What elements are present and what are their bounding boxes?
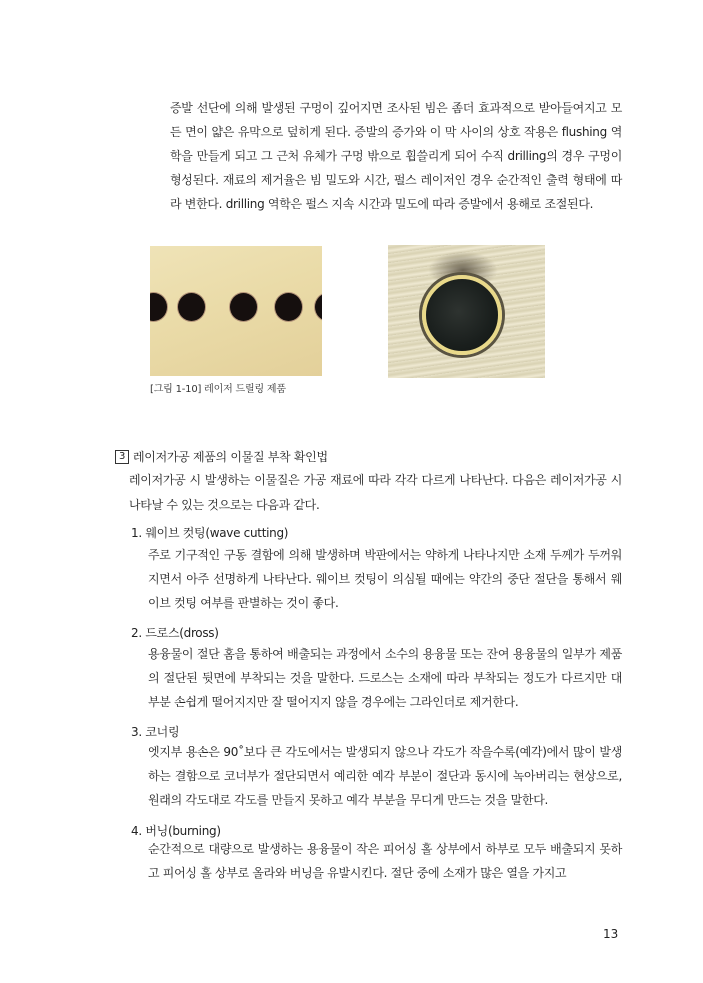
item-body-text: 용융물이 절단 홈을 통하여 배출되는 과정에서 소수의 용융물 또는 잔여 용융물의 일부가 제품의 절단된 뒷면에 부착되는 것을 말한다. 드로스는 소재에 따라 부착되는 정도가 다르지만 대부분 손쉽게 떨어지지만 잘 떨어지지 않을 경우에는 그라인더로 제거한다. — [148, 647, 622, 709]
item-body-text: 엣지부 용손은 90˚보다 큰 각도에서는 발생되지 않으나 각도가 작을수록(예각)에서 많이 발생하는 결함으로 코너부가 절단되면서 예리한 예각 부분이 절단과 동시에 녹아버리는 현상으로, 원래의 각도대로 각도를 만들지 못하고 예각 부분을 무디게 만드는 것을 말한다. — [148, 745, 622, 807]
item-body-text: 주로 기구적인 구동 결함에 의해 발생하며 박판에서는 약하게 나타나지만 소재 두께가 두꺼워지면서 아주 선명하게 나타난다. 웨이브 컷팅이 의심될 때에는 약간의 중단 절단을 통해서 웨이브 컷팅 여부를 판별하는 것이 좋다. — [148, 548, 622, 610]
drilled-hole — [150, 293, 167, 321]
drilled-hole-closeup — [422, 275, 502, 355]
figure-caption: [그림 1-10] 레이저 드릴링 제품 — [150, 384, 286, 395]
intro-paragraph — [170, 96, 622, 216]
item-body — [148, 837, 622, 885]
section-title: 레이저가공 제품의 이물질 부착 확인법 — [133, 450, 328, 464]
intro-text: 증발 선단에 의해 발생된 구멍이 깊어지면 조사된 빔은 좀더 효과적으로 받아들여지고 모든 면이 얇은 유막으로 덮히게 된다. 증발의 증가와 이 막 사이의 상호 작용은 flushing 역학을 만들게 되고 그 근처 유체가 구멍 밖으로 휩쓸리게 되어 수직 drilling의 경우 구멍이 형성된다. 재료의 제거율은 빔 밀도와 시간, 펄스 레이저인 경우 순간적인 출력 형태에 따라 변한다. drilling 역학은 펄스 지속 시간과 밀도에 따라 증발에서 용해로 조절된다. — [170, 101, 622, 211]
drilled-hole — [230, 293, 257, 321]
laser-drilling-photo-closeup — [388, 245, 545, 378]
item-title: 2. 드로스(dross) — [131, 626, 219, 640]
section-intro-text: 레이저가공 시 발생하는 이물질은 가공 재료에 따라 각각 다르게 나타난다. 다음은 레이저가공 시 나타날 수 있는 것으로는 다음과 같다. — [129, 473, 622, 512]
drilled-hole — [275, 293, 302, 321]
drilled-hole — [178, 293, 205, 321]
item-title: 1. 웨이브 컷팅(wave cutting) — [131, 526, 289, 540]
item-body — [148, 740, 622, 812]
laser-drilling-photo-holes — [150, 246, 322, 376]
section-intro — [129, 468, 622, 518]
page-number: 13 — [603, 927, 619, 941]
item-body — [148, 642, 622, 714]
section-number: 3 — [115, 450, 129, 464]
item-title: 3. 코너링 — [131, 725, 180, 739]
drilled-hole — [315, 293, 322, 321]
item-body — [148, 543, 622, 615]
section-heading — [115, 448, 328, 465]
item-title: 4. 버닝(burning) — [131, 824, 221, 838]
item-body-text: 순간적으로 대량으로 발생하는 용융물이 작은 피어싱 홀 상부에서 하부로 모두 배출되지 못하고 피어싱 홀 상부로 올라와 버닝을 유발시킨다. 절단 중에 소재가 많은 열을 가지고 — [148, 842, 622, 880]
